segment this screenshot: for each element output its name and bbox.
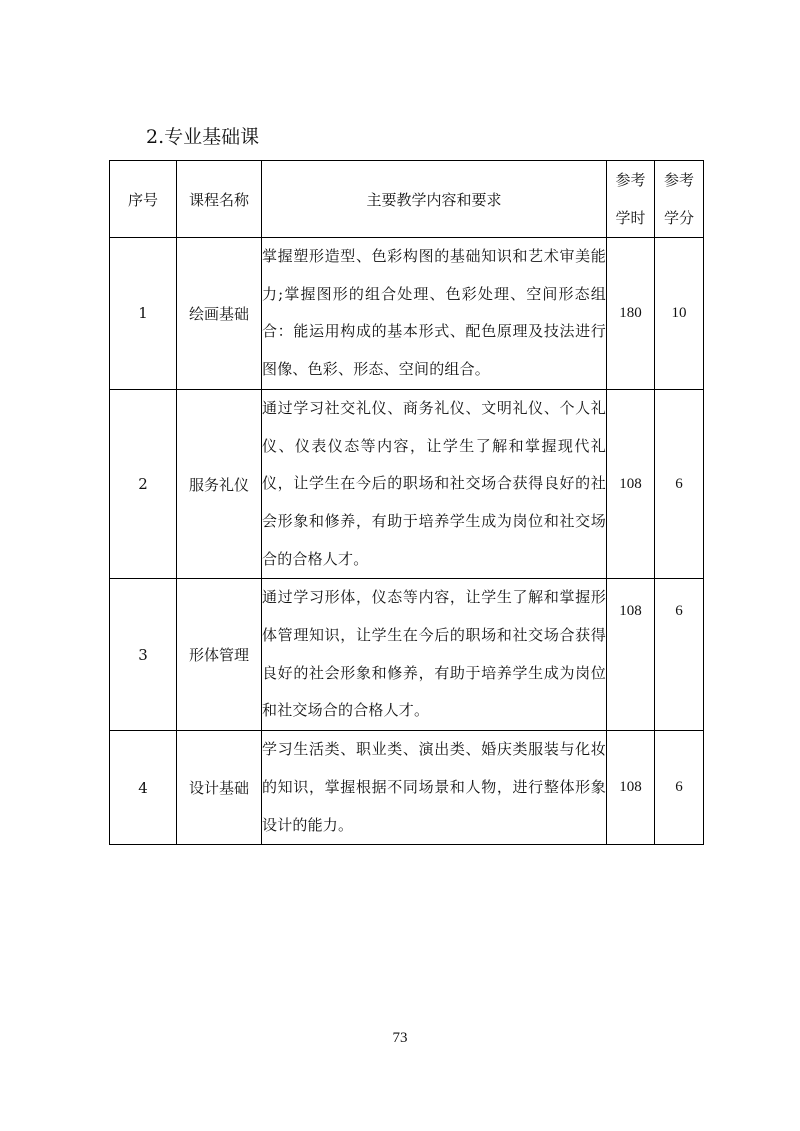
row-credits: 6 [655,579,704,731]
table-row [110,731,704,845]
section-title: 2.专业基础课 [146,126,260,148]
row-content: 掌握塑形造型、色彩构图的基础知识和艺术审美能力;掌握图形的组合处理、色彩处理、空间形态组合：能运用构成的基本形式、配色原理及技法进行图像、色彩、形态、空间的组合。 [262,238,607,390]
row-no: 2 [110,389,177,579]
header-hours-top: 参考 [615,171,646,189]
header-credits-top: 参考 [663,171,694,189]
row-credits: 6 [655,389,704,579]
row-credits: 10 [655,238,704,390]
row-no: 1 [110,238,177,390]
row-no: 3 [110,579,177,731]
header-content: 主要教学内容和要求 [262,161,607,238]
row-course-name: 设计基础 [177,731,262,845]
table-header-row [110,161,704,238]
row-credits: 6 [655,731,704,845]
table-row [110,579,704,731]
header-course-name: 课程名称 [177,161,262,238]
header-credits [655,161,704,238]
row-course-name: 绘画基础 [177,238,262,390]
header-hours-bottom: 学时 [615,209,646,227]
row-no: 4 [110,731,177,845]
header-no: 序号 [110,161,177,238]
row-content: 通过学习社交礼仪、商务礼仪、文明礼仪、个人礼仪、仪表仪态等内容，让学生了解和掌握现代礼仪，让学生在今后的职场和社交场合获得良好的社会形象和修养，有助于培养学生成为岗位和社交场合的合格人才。 [262,389,607,579]
row-hours: 108 [607,579,655,731]
header-credits-bottom: 学分 [663,209,694,227]
row-hours: 108 [607,731,655,845]
row-hours: 108 [607,389,655,579]
row-course-name: 服务礼仪 [177,389,262,579]
row-hours: 180 [607,238,655,390]
row-course-name: 形体管理 [177,579,262,731]
header-hours [607,161,655,238]
row-content: 通过学习形体，仪态等内容，让学生了解和掌握形体管理知识，让学生在今后的职场和社交场合获得良好的社会形象和修养，有助于培养学生成为岗位和社交场合的合格人才。 [262,579,607,731]
course-table [109,160,704,845]
row-content: 学习生活类、职业类、演出类、婚庆类服装与化妆的知识，掌握根据不同场景和人物，进行整体形象设计的能力。 [262,731,607,845]
table-row [110,389,704,579]
table-row [110,238,704,390]
page-number: 73 [392,1030,408,1046]
